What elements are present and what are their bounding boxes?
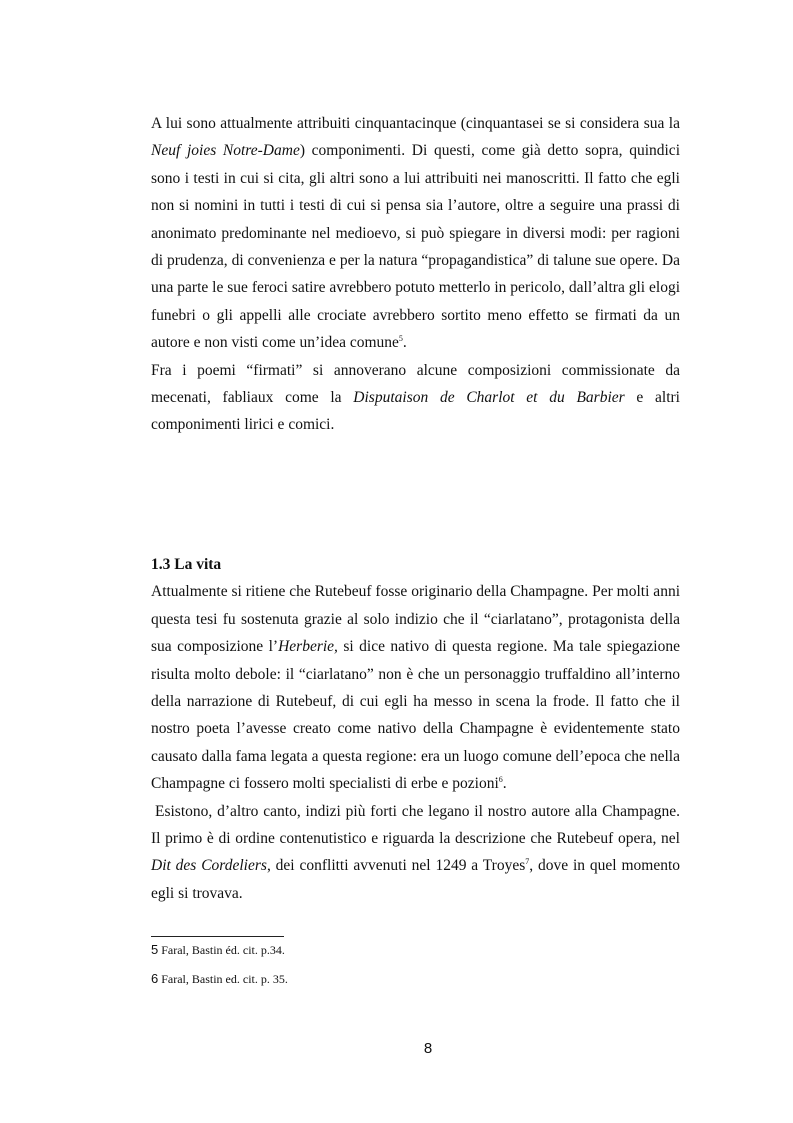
footnote-reference[interactable]: 7 [525, 857, 530, 867]
footnote-separator [151, 936, 284, 937]
paragraph-text: si dice nativo di questa regione. Ma tale spiegazione risulta molto debole: il “ciarlatano” non è che un personaggio truffaldino all’interno della narrazione di Rutebeuf, di cui egli ha messo in scena la frode. Il fatto che il nostro poeta l’avesse creato come nativo della Champagne è evidentemente stato causato dalla fama legata a questa regione: era un luogo comune dell’epoca che nella Champagne ci fossero molti specialisti di erbe e pozioni [151, 638, 680, 793]
footnote-reference[interactable]: 6 [498, 775, 503, 785]
paragraph-text: . [502, 775, 507, 793]
paragraph-signed-poems [151, 357, 680, 439]
paragraph-attributed-works [151, 110, 680, 357]
footnote-text: Faral, Bastin éd. cit. p.34. [158, 943, 285, 957]
paragraph-text: Fra i poemi “firmati” si annoverano alcune composizioni commissionate da mecenati, fabliaux come la [151, 361, 680, 407]
paragraph-origin [151, 578, 680, 797]
section-heading: 1.3 La vita [151, 556, 222, 573]
footnote-reference[interactable]: 5 [398, 334, 403, 344]
footnote-number: 6 [151, 971, 159, 986]
section-la-vita [151, 551, 680, 907]
footnote-6 [151, 971, 288, 987]
work-title-italic: Herberie, [278, 638, 338, 656]
paragraph-text: ) componimenti. Di questi, come già detto sopra, quindici sono i testi in cui si cita, gli altri sono a lui attribuiti nei manoscritti. Il fatto che egli non si nomini in tutti i testi di cui si pensa sia l’autore, oltre a seguire una prassi di anonimato predominante nel medioevo, si può spiegare in diversi modi: per ragioni di prudenza, di convenienza e per la natura “propagandistica” di talune sue opere. Da una parte le sue feroci satire avrebbero potuto metterlo in pericolo, dall’altra gli elogi funebri o gli appelli alle crociate avrebbero sortito meno effetto se firmati da un autore e non visti come un’idea comune [151, 142, 680, 352]
work-title-italic: Dit des Cordeliers [151, 857, 267, 875]
footnote-number: 5 [151, 942, 159, 957]
footnote-text: Faral, Bastin ed. cit. p. 35. [158, 972, 288, 986]
paragraph-evidence [151, 798, 680, 908]
paragraph-text: . [402, 334, 407, 352]
work-title-italic: Neuf joies Notre-Dame [151, 142, 300, 160]
paragraph-text: A lui sono attualmente attribuiti cinquantacinque (cinquantasei se si considera sua la [151, 115, 680, 132]
paragraph-text: Attualmente si ritiene che Rutebeuf fosse originario della Champagne. Per molti anni questa tesi fu sostenuta grazie al solo indizio che il “ciarlatano”, protagonista della sua composizione l’ [151, 583, 680, 656]
paragraph-text: e altri componimenti lirici e comici. [151, 389, 680, 434]
paragraph-text: Esistono, d’altro canto, indizi più forti che legano il nostro autore alla Champagne. Il primo è di ordine contenutistico e riguarda la descrizione che Rutebeuf opera, nel [151, 802, 680, 848]
page-number: 8 [423, 1040, 433, 1057]
work-title-italic: Disputaison de Charlot et du Barbier [353, 389, 625, 407]
paragraph-text: , dei conflitti avvenuti nel 1249 a Troyes [266, 857, 526, 875]
section-attribution [151, 110, 680, 439]
paragraph-text: , dove in quel momento egli si trovava. [151, 857, 681, 902]
footnote-5 [151, 942, 285, 958]
